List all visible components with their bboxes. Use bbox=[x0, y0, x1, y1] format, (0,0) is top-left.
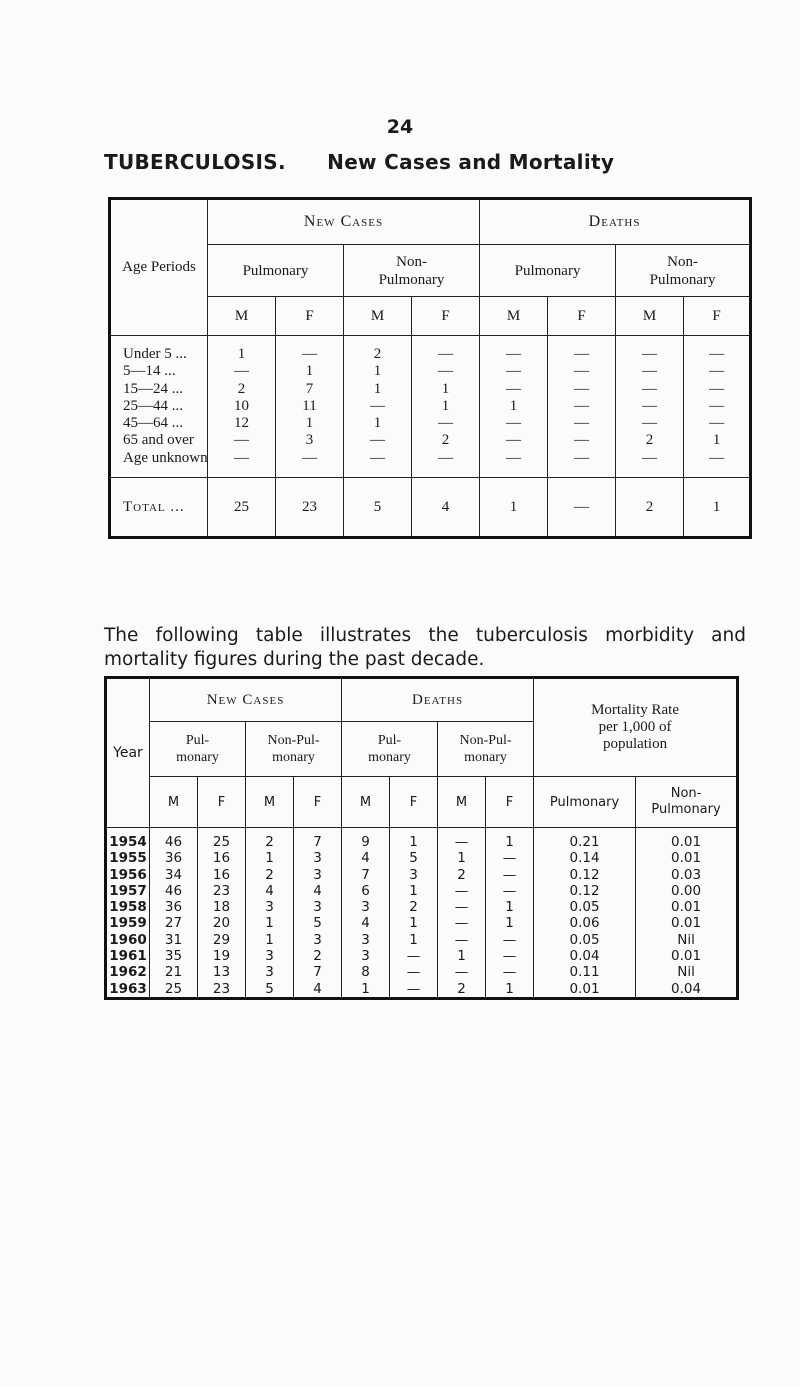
table-cell: — bbox=[548, 450, 616, 478]
table-cell: 0.01 bbox=[636, 850, 738, 866]
table-cell: — bbox=[412, 336, 480, 364]
table-cell: — bbox=[548, 381, 616, 398]
table-cell: 1 bbox=[344, 415, 412, 432]
table-cell: 0.01 bbox=[636, 828, 738, 851]
col-m: M bbox=[150, 777, 198, 828]
total-cell: — bbox=[548, 478, 616, 538]
age-period-cell: 5—14 ... bbox=[110, 363, 208, 380]
table-cell: 2 bbox=[246, 867, 294, 883]
table-cell: 4 bbox=[294, 981, 342, 999]
table-cell: 2 bbox=[438, 981, 486, 999]
table-cell: — bbox=[208, 363, 276, 380]
table-cell: 1 bbox=[246, 932, 294, 948]
age-period-cell: 65 and over bbox=[110, 432, 208, 449]
year-cell: 1962 bbox=[106, 964, 150, 980]
year-cell: 1956 bbox=[106, 867, 150, 883]
year-cell: 1959 bbox=[106, 915, 150, 931]
rate-pulmonary-header: Pulmonary bbox=[534, 777, 636, 828]
table-cell: 1 bbox=[276, 363, 344, 380]
table-cell: 0.14 bbox=[534, 850, 636, 866]
table-cell: — bbox=[616, 415, 684, 432]
table-cell: 10 bbox=[208, 398, 276, 415]
year-cell: 1961 bbox=[106, 948, 150, 964]
col-m: M bbox=[480, 297, 548, 336]
table-cell: 0.12 bbox=[534, 867, 636, 883]
table-cell: 36 bbox=[150, 850, 198, 866]
table-cell: 16 bbox=[198, 867, 246, 883]
table-cell: 23 bbox=[198, 883, 246, 899]
table-cell: 1 bbox=[438, 850, 486, 866]
year-cell: 1963 bbox=[106, 981, 150, 999]
table-cell: 1 bbox=[276, 415, 344, 432]
table-cell: 1 bbox=[684, 432, 751, 449]
table-cell: — bbox=[684, 450, 751, 478]
table-row bbox=[110, 432, 751, 449]
table-cell: 4 bbox=[342, 850, 390, 866]
year-header: Year bbox=[106, 678, 150, 828]
table-cell: 2 bbox=[412, 432, 480, 449]
mortality-rate-header: Mortality Rate per 1,000 of population bbox=[534, 678, 738, 777]
table-cell: 7 bbox=[342, 867, 390, 883]
new-cases-mortality-table bbox=[108, 197, 752, 539]
age-period-cell: Age unknown bbox=[110, 450, 208, 478]
table-cell: — bbox=[480, 450, 548, 478]
table-cell: 0.11 bbox=[534, 964, 636, 980]
table-cell: 3 bbox=[342, 899, 390, 915]
table-cell: — bbox=[480, 415, 548, 432]
table-cell: 36 bbox=[150, 899, 198, 915]
table-cell: — bbox=[438, 828, 486, 851]
decade-figures-table bbox=[104, 676, 739, 1000]
table-cell: 0.01 bbox=[636, 899, 738, 915]
table-cell: 1 bbox=[344, 381, 412, 398]
table-cell: — bbox=[344, 398, 412, 415]
table-cell: — bbox=[548, 432, 616, 449]
age-period-cell: 25—44 ... bbox=[110, 398, 208, 415]
nc-nonpul-header: Non-Pul- monary bbox=[246, 722, 342, 777]
table-cell: — bbox=[548, 363, 616, 380]
table-cell: 1 bbox=[246, 915, 294, 931]
table-cell: 1 bbox=[412, 398, 480, 415]
col-f: F bbox=[684, 297, 751, 336]
table-cell: 3 bbox=[294, 899, 342, 915]
table-cell: 7 bbox=[294, 964, 342, 980]
table-cell: — bbox=[548, 336, 616, 364]
heading-subtitle: New Cases and Mortality bbox=[327, 150, 615, 174]
table-cell: 0.04 bbox=[534, 948, 636, 964]
col-m: M bbox=[616, 297, 684, 336]
table-cell: 0.05 bbox=[534, 932, 636, 948]
table-cell: 7 bbox=[294, 828, 342, 851]
table-cell: 0.05 bbox=[534, 899, 636, 915]
year-cell: 1958 bbox=[106, 899, 150, 915]
table-cell: — bbox=[684, 398, 751, 415]
table-cell: 12 bbox=[208, 415, 276, 432]
table-cell: — bbox=[616, 336, 684, 364]
table-cell: 7 bbox=[276, 381, 344, 398]
nc-pulmonary-header: Pulmonary bbox=[208, 245, 344, 297]
table-cell: 3 bbox=[246, 948, 294, 964]
table-cell: — bbox=[684, 336, 751, 364]
table-cell: — bbox=[486, 883, 534, 899]
table-cell: — bbox=[548, 398, 616, 415]
table-cell: 2 bbox=[246, 828, 294, 851]
intro-paragraph: The following table illustrates the tuberculosis morbidity and mortality figures during the past decade. bbox=[104, 624, 746, 670]
table-cell: 1 bbox=[390, 915, 438, 931]
table-cell: — bbox=[684, 381, 751, 398]
col-f: F bbox=[198, 777, 246, 828]
table-cell: — bbox=[480, 432, 548, 449]
table-cell: — bbox=[486, 948, 534, 964]
col-f: F bbox=[294, 777, 342, 828]
table-cell: 4 bbox=[342, 915, 390, 931]
col-m: M bbox=[438, 777, 486, 828]
table-row bbox=[106, 883, 738, 899]
table-cell: 1 bbox=[438, 948, 486, 964]
table-row bbox=[110, 398, 751, 415]
table-cell: — bbox=[616, 450, 684, 478]
table-cell: 3 bbox=[342, 948, 390, 964]
table-cell: 3 bbox=[390, 867, 438, 883]
col-f: F bbox=[548, 297, 616, 336]
table-cell: 0.01 bbox=[636, 948, 738, 964]
table-cell: — bbox=[486, 932, 534, 948]
table-cell: 1 bbox=[486, 981, 534, 999]
table-cell: 8 bbox=[342, 964, 390, 980]
year-cell: 1960 bbox=[106, 932, 150, 948]
col-f: F bbox=[412, 297, 480, 336]
table-cell: 1 bbox=[486, 915, 534, 931]
page-heading bbox=[104, 150, 614, 174]
d-nonpul-header: Non-Pul- monary bbox=[438, 722, 534, 777]
table-cell: — bbox=[438, 915, 486, 931]
table-row bbox=[106, 948, 738, 964]
table-cell: — bbox=[548, 415, 616, 432]
table-cell: 1 bbox=[208, 336, 276, 364]
table-cell: — bbox=[344, 450, 412, 478]
table-cell: 20 bbox=[198, 915, 246, 931]
d-non-pulmonary-header: Non- Pulmonary bbox=[616, 245, 751, 297]
table-row bbox=[106, 981, 738, 999]
table-cell: 4 bbox=[246, 883, 294, 899]
table-cell: 25 bbox=[198, 828, 246, 851]
table-cell: 0.04 bbox=[636, 981, 738, 999]
table-cell: 1 bbox=[390, 828, 438, 851]
total-cell: 5 bbox=[344, 478, 412, 538]
table-cell: 0.12 bbox=[534, 883, 636, 899]
table-cell: — bbox=[208, 450, 276, 478]
table-cell: — bbox=[208, 432, 276, 449]
table-cell: 1 bbox=[486, 828, 534, 851]
table-cell: — bbox=[390, 964, 438, 980]
total-cell: 25 bbox=[208, 478, 276, 538]
table-cell: — bbox=[486, 964, 534, 980]
age-period-cell: 15—24 ... bbox=[110, 381, 208, 398]
table-cell: 2 bbox=[294, 948, 342, 964]
year-cell: 1955 bbox=[106, 850, 150, 866]
table-cell: 35 bbox=[150, 948, 198, 964]
table-cell: 21 bbox=[150, 964, 198, 980]
table-cell: — bbox=[616, 381, 684, 398]
table-row bbox=[106, 932, 738, 948]
table-row bbox=[110, 363, 751, 380]
table-cell: — bbox=[480, 336, 548, 364]
col-m: M bbox=[342, 777, 390, 828]
table-cell: 3 bbox=[342, 932, 390, 948]
col-m: M bbox=[246, 777, 294, 828]
table-cell: 5 bbox=[294, 915, 342, 931]
table-cell: 1 bbox=[480, 398, 548, 415]
table-row bbox=[106, 828, 738, 851]
table-cell: 2 bbox=[344, 336, 412, 364]
table-cell: 3 bbox=[294, 850, 342, 866]
table-row bbox=[110, 415, 751, 432]
table-cell: — bbox=[480, 363, 548, 380]
table-cell: 3 bbox=[276, 432, 344, 449]
table-cell: 6 bbox=[342, 883, 390, 899]
age-period-cell: 45—64 ... bbox=[110, 415, 208, 432]
table-cell: — bbox=[486, 850, 534, 866]
heading-title: TUBERCULOSIS. bbox=[104, 150, 286, 174]
table-cell: 1 bbox=[390, 932, 438, 948]
table-cell: 25 bbox=[150, 981, 198, 999]
table-cell: 27 bbox=[150, 915, 198, 931]
table-cell: 5 bbox=[246, 981, 294, 999]
table-cell: — bbox=[412, 450, 480, 478]
table-cell: 19 bbox=[198, 948, 246, 964]
table-cell: — bbox=[438, 932, 486, 948]
table-cell: 16 bbox=[198, 850, 246, 866]
table-row bbox=[106, 867, 738, 883]
table-cell: 29 bbox=[198, 932, 246, 948]
table-cell: 18 bbox=[198, 899, 246, 915]
table-cell: — bbox=[390, 981, 438, 999]
table-cell: 0.01 bbox=[534, 981, 636, 999]
year-cell: 1957 bbox=[106, 883, 150, 899]
nc-non-pulmonary-header: Non- Pulmonary bbox=[344, 245, 480, 297]
table-cell: 1 bbox=[390, 883, 438, 899]
total-cell: 1 bbox=[480, 478, 548, 538]
col-f: F bbox=[390, 777, 438, 828]
table-cell: 1 bbox=[344, 363, 412, 380]
table-cell: 46 bbox=[150, 828, 198, 851]
table-cell: Nil bbox=[636, 932, 738, 948]
deaths-header: Deaths bbox=[342, 678, 534, 722]
d-pulmonary-header: Pulmonary bbox=[480, 245, 616, 297]
table-cell: 9 bbox=[342, 828, 390, 851]
table-cell: — bbox=[276, 336, 344, 364]
year-cell: 1954 bbox=[106, 828, 150, 851]
age-period-cell: Under 5 ... bbox=[110, 336, 208, 364]
table-cell: 1 bbox=[412, 381, 480, 398]
table-row bbox=[106, 899, 738, 915]
table-row bbox=[106, 964, 738, 980]
table-cell: — bbox=[412, 363, 480, 380]
table-cell: 11 bbox=[276, 398, 344, 415]
table-cell: — bbox=[616, 398, 684, 415]
d-pul-header: Pul- monary bbox=[342, 722, 438, 777]
table-cell: 2 bbox=[438, 867, 486, 883]
table-cell: — bbox=[390, 948, 438, 964]
table-cell: 1 bbox=[342, 981, 390, 999]
table-cell: 31 bbox=[150, 932, 198, 948]
table-cell: 5 bbox=[390, 850, 438, 866]
table-cell: — bbox=[276, 450, 344, 478]
deaths-header: Deaths bbox=[480, 199, 751, 245]
table-cell: 46 bbox=[150, 883, 198, 899]
total-cell: 2 bbox=[616, 478, 684, 538]
table-cell: — bbox=[616, 363, 684, 380]
table-cell: 4 bbox=[294, 883, 342, 899]
total-cell: 4 bbox=[412, 478, 480, 538]
table-row bbox=[110, 336, 751, 364]
table-cell: 0.01 bbox=[636, 915, 738, 931]
nc-pul-header: Pul- monary bbox=[150, 722, 246, 777]
table-cell: 0.06 bbox=[534, 915, 636, 931]
table-cell: 3 bbox=[294, 932, 342, 948]
table-cell: — bbox=[412, 415, 480, 432]
table-cell: 3 bbox=[246, 964, 294, 980]
table-row bbox=[110, 450, 751, 478]
table-cell: — bbox=[438, 964, 486, 980]
table-cell: 0.00 bbox=[636, 883, 738, 899]
table-cell: 2 bbox=[616, 432, 684, 449]
new-cases-header: New Cases bbox=[150, 678, 342, 722]
new-cases-header: New Cases bbox=[208, 199, 480, 245]
table-cell: 2 bbox=[208, 381, 276, 398]
rate-non-pulmonary-header: Non- Pulmonary bbox=[636, 777, 738, 828]
total-cell: 1 bbox=[684, 478, 751, 538]
table-cell: Nil bbox=[636, 964, 738, 980]
table-cell: — bbox=[486, 867, 534, 883]
table-row bbox=[106, 915, 738, 931]
col-m: M bbox=[208, 297, 276, 336]
age-periods-header: Age Periods bbox=[110, 199, 208, 336]
table-cell: 1 bbox=[486, 899, 534, 915]
table-row bbox=[106, 850, 738, 866]
table-cell: 13 bbox=[198, 964, 246, 980]
table-cell: — bbox=[438, 899, 486, 915]
table-cell: 2 bbox=[390, 899, 438, 915]
table-cell: — bbox=[438, 883, 486, 899]
table-cell: 23 bbox=[198, 981, 246, 999]
col-m: M bbox=[344, 297, 412, 336]
total-label: Total ... bbox=[110, 478, 208, 538]
table-cell: 3 bbox=[246, 899, 294, 915]
total-cell: 23 bbox=[276, 478, 344, 538]
table-cell: — bbox=[480, 381, 548, 398]
table-cell: 0.03 bbox=[636, 867, 738, 883]
table-cell: 34 bbox=[150, 867, 198, 883]
col-f: F bbox=[276, 297, 344, 336]
table-cell: — bbox=[684, 363, 751, 380]
page-number: 24 bbox=[386, 116, 414, 138]
table-cell: — bbox=[684, 415, 751, 432]
table-cell: — bbox=[344, 432, 412, 449]
table-cell: 1 bbox=[246, 850, 294, 866]
col-f: F bbox=[486, 777, 534, 828]
table-cell: 3 bbox=[294, 867, 342, 883]
table-row bbox=[110, 381, 751, 398]
table-cell: 0.21 bbox=[534, 828, 636, 851]
